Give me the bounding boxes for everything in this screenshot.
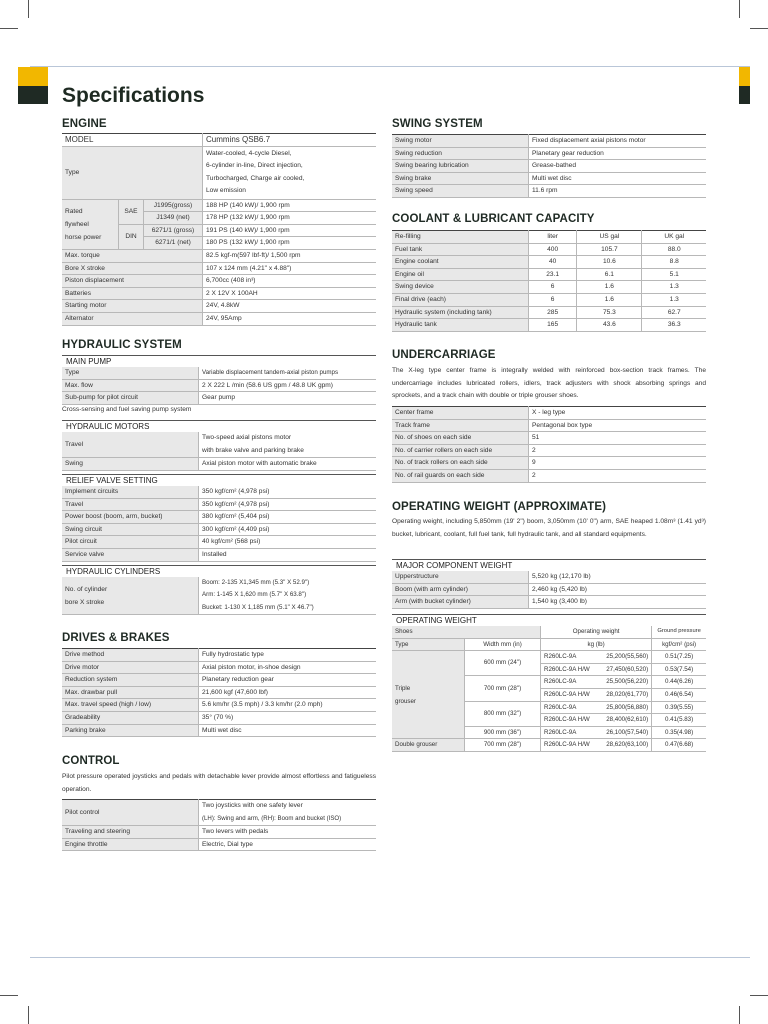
table-row <box>392 739 706 752</box>
table-row <box>392 185 706 198</box>
row-value: 21,600 kgf (47,600 lbf) <box>199 686 377 699</box>
label-line: flywheel <box>65 220 89 228</box>
label-line: grouser <box>395 697 416 705</box>
row-value: 300 kgf/cm² (4,409 psi) <box>199 523 377 536</box>
pressure-cell: 0.39(5.55) <box>652 701 706 714</box>
weight-cell: 28,400(62,610) <box>599 714 652 727</box>
row-label: Implement circuits <box>62 486 199 498</box>
label-line: horse power <box>65 233 102 241</box>
rated-hp-label <box>62 199 119 249</box>
model-cell: R260LC-9A H/W <box>541 714 600 727</box>
row-label: Batteries <box>62 287 203 300</box>
row-label: Swing <box>62 458 199 471</box>
page-title: Specifications <box>62 84 205 107</box>
coolant-heading: COOLANT & LUBRICANT CAPACITY <box>392 213 595 225</box>
power-std: J1349 (net) <box>144 212 203 225</box>
row-value: Multi wet disc <box>199 724 377 737</box>
row-label: Swing circuit <box>62 523 199 536</box>
cross-sensing-note: Cross-sensing and fuel saving pump system <box>62 406 192 413</box>
hydraulic-cylinders-table <box>62 577 376 615</box>
table-row <box>392 256 706 269</box>
row-label: No. of carrier rollers on each side <box>392 444 529 457</box>
major-component-subhead: MAJOR COMPONENT WEIGHT <box>392 559 706 573</box>
row-value: 6,700cc (408 in³) <box>203 275 377 288</box>
cell: 5.1 <box>642 268 706 281</box>
row-value: Two levers with pedals <box>199 826 377 839</box>
row-value: Grease-bathed <box>529 160 707 173</box>
power-value: 180 PS (132 kW)/ 1,900 rpm <box>203 237 377 250</box>
crop-mark <box>28 1006 29 1024</box>
double-grouser-label: Double grouser <box>392 739 465 752</box>
weight-cell: 28,020(61,770) <box>599 688 652 701</box>
row-value: Axial piston motor, in-shoe design <box>199 661 377 674</box>
power-std: J1995(gross) <box>144 199 203 212</box>
brand-block-dark <box>18 86 48 104</box>
row-label: Arm (with bucket cylinder) <box>392 596 529 609</box>
row-value: Electric, Dial type <box>199 838 377 851</box>
crop-mark <box>739 1006 740 1024</box>
crop-mark <box>0 28 18 29</box>
row-value: Pentagonal box type <box>529 419 707 432</box>
cell: 6 <box>529 293 577 306</box>
table-row <box>62 432 376 458</box>
row-label: Swing brake <box>392 172 529 185</box>
table-row <box>62 312 376 325</box>
weight-cell: 26,100(57,540) <box>599 726 652 739</box>
column-header: UK gal <box>642 231 706 244</box>
table-row <box>62 498 376 511</box>
cell: 105.7 <box>577 243 642 256</box>
pressure-cell: 0.46(6.54) <box>652 688 706 701</box>
brand-block-yellow <box>739 67 750 86</box>
table-row <box>62 661 376 674</box>
table-row <box>62 674 376 687</box>
swing-table <box>392 134 706 198</box>
type-line: Turbocharged, Charge air cooled, <box>206 174 305 182</box>
row-label: Swing reduction <box>392 147 529 160</box>
label-line: No. of cylinder <box>65 585 108 593</box>
row-label: Traveling and steering <box>62 826 199 839</box>
table-row <box>392 147 706 160</box>
crop-mark <box>739 0 740 18</box>
pressure-cell: 0.44(6.26) <box>652 676 706 689</box>
table-row <box>392 571 706 583</box>
table-row <box>392 319 706 332</box>
crop-mark <box>750 995 768 996</box>
table-row <box>392 419 706 432</box>
row-value: X - leg type <box>529 407 707 420</box>
table-row <box>62 838 376 851</box>
column-header: US gal <box>577 231 642 244</box>
column-header: Type <box>392 638 465 651</box>
row-value: 11.6 rpm <box>529 185 707 198</box>
row-label: Max. drawbar pull <box>62 686 199 699</box>
cell: 1.6 <box>577 281 642 294</box>
model-cell: R260LC-9A <box>541 676 600 689</box>
model-value: Cummins QSB6.7 <box>203 134 377 147</box>
row-label: Service valve <box>62 548 199 561</box>
weight-cell: 27,450(60,520) <box>599 663 652 676</box>
row-value: 350 kgf/cm² (4,978 psi) <box>199 498 377 511</box>
row-label: Track frame <box>392 419 529 432</box>
row-label: Drive motor <box>62 661 199 674</box>
cell: Engine coolant <box>392 256 529 269</box>
bottom-rule <box>30 957 750 958</box>
row-value <box>199 800 377 826</box>
label-line: bore X stroke <box>65 598 105 606</box>
row-value <box>199 432 377 458</box>
cell: 62.7 <box>642 306 706 319</box>
cell: 6.1 <box>577 268 642 281</box>
row-label: Swing speed <box>392 185 529 198</box>
row-label: Travel <box>62 498 199 511</box>
row-label: Power boost (boom, arm, bucket) <box>62 511 199 524</box>
row-label: Engine throttle <box>62 838 199 851</box>
table-row <box>62 536 376 549</box>
operating-weight-subhead: OPERATING WEIGHT <box>392 614 706 628</box>
row-label: Piston displacement <box>62 275 203 288</box>
cell: 40 <box>529 256 577 269</box>
crop-mark <box>750 28 768 29</box>
shoe-width: 700 mm (28") <box>465 676 541 701</box>
power-std: 6271/1 (gross) <box>144 224 203 237</box>
row-label: Gradeability <box>62 711 199 724</box>
table-row <box>62 146 376 199</box>
row-value: 107 x 124 mm (4.21" x 4.88") <box>203 262 377 275</box>
cell: 75.3 <box>577 306 642 319</box>
cell: 1.3 <box>642 281 706 294</box>
operating-weight-heading: OPERATING WEIGHT (APPROXIMATE) <box>392 501 607 513</box>
value-line: Arm: 1-145 X 1,620 mm (5.7" X 63.8") <box>202 591 307 599</box>
table-row <box>392 432 706 445</box>
hydraulic-heading: HYDRAULIC SYSTEM <box>62 339 182 351</box>
undercarriage-table <box>392 406 706 483</box>
label-line: Rated <box>65 207 83 215</box>
row-value: 24V, 95Amp <box>203 312 377 325</box>
cell: 43.6 <box>577 319 642 332</box>
row-label: No. of track rollers on each side <box>392 457 529 470</box>
pressure-cell: 0.35(4.98) <box>652 726 706 739</box>
power-value: 178 HP (132 kW)/ 1,900 rpm <box>203 212 377 225</box>
sae-label: SAE <box>119 199 144 224</box>
operating-weight-description: Operating weight, including 5,850mm (19' 2") boom, 3,050mm (10' 0") arm, SAE heaped 1.08m³ (1.41 yd³) bucket, lubricant, coolant, full fuel tank, full hydraulic tank, and all standard equipments. <box>392 518 706 538</box>
row-value: Installed <box>199 548 377 561</box>
row-label: Max. flow <box>62 379 199 392</box>
weight-cell: 25,500(56,220) <box>599 676 652 689</box>
model-cell: R260LC-9A <box>541 726 600 739</box>
table-row <box>62 523 376 536</box>
main-pump-subhead: MAIN PUMP <box>62 355 376 369</box>
cell: 23.1 <box>529 268 577 281</box>
column-header: Width mm (in) <box>465 638 541 651</box>
row-value: 2 X 12V X 100AH <box>203 287 377 300</box>
control-table <box>62 799 376 851</box>
table-row <box>392 457 706 470</box>
table-row <box>62 134 376 147</box>
row-value: Multi wet disc <box>529 172 707 185</box>
column-header: Re-filling <box>392 231 529 244</box>
model-cell: R260LC-9A <box>541 701 600 714</box>
type-line: Water-cooled, 4-cycle Diesel, <box>206 149 292 157</box>
row-label: Parking brake <box>62 724 199 737</box>
row-label: Pilot control <box>62 800 199 826</box>
brand-block-dark <box>739 86 750 104</box>
value-line: Two-speed axial pistons motor <box>202 434 292 441</box>
column-header: Shoes <box>392 626 541 638</box>
table-row <box>62 287 376 300</box>
table-row <box>392 281 706 294</box>
table-row <box>62 199 376 212</box>
row-value: 5.6 km/hr (3.5 mph) / 3.3 km/hr (2.0 mph) <box>199 699 377 712</box>
cell: 88.0 <box>642 243 706 256</box>
row-value: 9 <box>529 457 707 470</box>
row-value: Variable displacement tandem-axial piston pumps <box>199 367 377 379</box>
table-row <box>392 583 706 596</box>
power-value: 191 PS (140 kW)/ 1,900 rpm <box>203 224 377 237</box>
table-row <box>392 469 706 482</box>
table-row <box>62 711 376 724</box>
table-row <box>392 243 706 256</box>
operating-weight-table <box>392 626 706 752</box>
cell: Fuel tank <box>392 243 529 256</box>
triple-grouser-label <box>392 651 465 739</box>
model-cell: R260LC-9A <box>541 651 600 664</box>
table-row <box>62 275 376 288</box>
row-value: 5,520 kg (12,170 lb) <box>529 571 707 583</box>
type-value <box>203 146 377 199</box>
shoe-width: 900 mm (36") <box>465 726 541 739</box>
coolant-table <box>392 230 706 332</box>
row-label: Alternator <box>62 312 203 325</box>
table-row <box>62 699 376 712</box>
row-label: No. of rail guards on each side <box>392 469 529 482</box>
weight-cell: 25,800(56,880) <box>599 701 652 714</box>
table-row <box>62 577 376 615</box>
table-row <box>392 293 706 306</box>
row-value: 350 kgf/cm² (4,978 psi) <box>199 486 377 498</box>
row-label: Type <box>62 367 199 379</box>
drives-heading: DRIVES & BRAKES <box>62 632 170 644</box>
table-row <box>392 444 706 457</box>
row-label: No. of shoes on each side <box>392 432 529 445</box>
table-row <box>62 511 376 524</box>
row-value: Planetary gear reduction <box>529 147 707 160</box>
pressure-cell: 0.51(7.25) <box>652 651 706 664</box>
relief-valve-table <box>62 486 376 562</box>
model-cell: R260LC-9A H/W <box>541 739 600 752</box>
row-label: Bore X stroke <box>62 262 203 275</box>
cell: Final drive (each) <box>392 293 529 306</box>
table-row <box>392 651 706 664</box>
table-header-row <box>392 231 706 244</box>
value-line: with brake valve and parking brake <box>202 446 304 454</box>
cell: 285 <box>529 306 577 319</box>
table-row <box>62 800 376 826</box>
crop-mark <box>28 0 29 18</box>
table-row <box>62 300 376 313</box>
table-row <box>62 486 376 498</box>
cell: 165 <box>529 319 577 332</box>
type-line: Low emission <box>206 187 246 195</box>
undercarriage-heading: UNDERCARRIAGE <box>392 349 496 361</box>
row-label: Reduction system <box>62 674 199 687</box>
table-row <box>392 306 706 319</box>
shoe-width: 600 mm (24") <box>465 651 541 676</box>
row-value: 2 X 222 L /min (58.6 US gpm / 48.8 UK gpm) <box>199 379 377 392</box>
undercarriage-description: The X-leg type center frame is integrally welded with reinforced box-section track frames. The undercarriage includes lubricated rollers, idlers, track adjusters with shock absorbing springs and sprockets, and a track chain with double or triple grouser shoes. <box>392 367 706 400</box>
row-label: Drive method <box>62 649 199 662</box>
row-label: Boom (with arm cylinder) <box>392 583 529 596</box>
row-value: 2 <box>529 444 707 457</box>
cell: Engine oil <box>392 268 529 281</box>
row-value: 35° (70 %) <box>199 711 377 724</box>
hydraulic-motors-subhead: HYDRAULIC MOTORS <box>62 420 376 434</box>
row-label: Travel <box>62 432 199 458</box>
cell: 1.3 <box>642 293 706 306</box>
value-line: Bucket: 1-130 X 1,185 mm (5.1" X 46.7") <box>202 603 314 611</box>
model-cell: R260LC-9A H/W <box>541 663 600 676</box>
label-line: Triple <box>395 684 411 692</box>
row-value: Gear pump <box>199 392 377 405</box>
power-std: 6271/1 (net) <box>144 237 203 250</box>
brand-block-yellow <box>18 67 48 86</box>
model-cell: R260LC-9A H/W <box>541 688 600 701</box>
table-row <box>62 379 376 392</box>
row-label: Max. torque <box>62 249 203 262</box>
row-value <box>199 577 377 615</box>
pressure-cell: 0.47(6.68) <box>652 739 706 752</box>
pressure-cell: 0.41(5.83) <box>652 714 706 727</box>
weight-cell: 28,620(63,100) <box>599 739 652 752</box>
row-value: Fixed displacement axial pistons motor <box>529 135 707 148</box>
table-row <box>62 826 376 839</box>
engine-table <box>62 133 376 326</box>
table-row <box>392 135 706 148</box>
table-row <box>392 268 706 281</box>
table-row <box>62 686 376 699</box>
row-label: Pilot circuit <box>62 536 199 549</box>
row-value: Axial piston motor with automatic brake <box>199 458 377 471</box>
din-label: DIN <box>119 224 144 249</box>
cell: Swing device <box>392 281 529 294</box>
hydraulic-cylinders-subhead: HYDRAULIC CYLINDERS <box>62 565 376 579</box>
table-row <box>62 724 376 737</box>
pressure-cell: 0.53(7.54) <box>652 663 706 676</box>
top-rule <box>30 66 750 67</box>
cell: 36.3 <box>642 319 706 332</box>
value-line: (LH): Swing and arm, (RH): Boom and bucket (ISO) <box>202 814 342 822</box>
table-row <box>392 160 706 173</box>
value-line: Boom: 2-135 X1,345 mm (5.3" X 52.9") <box>202 579 310 586</box>
row-value: 24V, 4.8kW <box>203 300 377 313</box>
column-header: Ground pressure <box>652 626 706 638</box>
type-line: 6-cylinder in-line, Direct injection, <box>206 162 303 170</box>
row-label: Swing bearing lubrication <box>392 160 529 173</box>
column-header: kg (lb) <box>541 638 652 651</box>
row-value: 82.5 kgf-m(597 lbf-ft)/ 1,500 rpm <box>203 249 377 262</box>
table-row <box>62 392 376 405</box>
column-header: Operating weight <box>541 626 652 638</box>
cell: 400 <box>529 243 577 256</box>
type-label: Type <box>62 146 203 199</box>
table-row <box>62 262 376 275</box>
drives-table <box>62 648 376 737</box>
table-row <box>62 367 376 379</box>
row-value: Planetary reduction gear <box>199 674 377 687</box>
row-label: Upperstructure <box>392 571 529 583</box>
row-value: 51 <box>529 432 707 445</box>
engine-heading: ENGINE <box>62 118 107 130</box>
row-label: Swing motor <box>392 135 529 148</box>
table-header-row <box>392 626 706 638</box>
row-label: Starting motor <box>62 300 203 313</box>
cell: Hydraulic system (including tank) <box>392 306 529 319</box>
major-component-table <box>392 571 706 609</box>
table-row <box>62 548 376 561</box>
row-value: 1,540 kg (3,400 lb) <box>529 596 707 609</box>
hydraulic-motors-table <box>62 432 376 471</box>
column-header: kgf/cm² (psi) <box>652 638 706 651</box>
table-row <box>392 596 706 609</box>
row-value: 380 kgf/cm² (5,404 psi) <box>199 511 377 524</box>
power-value: 188 HP (140 kW)/ 1,900 rpm <box>203 199 377 212</box>
table-row <box>392 172 706 185</box>
row-value: 2 <box>529 469 707 482</box>
row-label: Max. travel speed (high / low) <box>62 699 199 712</box>
row-value: 40 kgf/cm² (568 psi) <box>199 536 377 549</box>
table-row <box>392 407 706 420</box>
main-pump-table <box>62 367 376 405</box>
shoe-width: 800 mm (32") <box>465 701 541 726</box>
value-line: Two joysticks with one safety lever <box>202 802 303 809</box>
cell: 8.8 <box>642 256 706 269</box>
cell: 10.6 <box>577 256 642 269</box>
row-value: Fully hydrostatic type <box>199 649 377 662</box>
table-row <box>62 649 376 662</box>
model-label: MODEL <box>62 134 203 147</box>
cell: Hydraulic tank <box>392 319 529 332</box>
table-row <box>62 249 376 262</box>
weight-cell: 25,200(55,560) <box>599 651 652 664</box>
shoe-width: 700 mm (28") <box>465 739 541 752</box>
table-header-row <box>392 638 706 651</box>
row-value: 2,460 kg (5,420 lb) <box>529 583 707 596</box>
column-header: liter <box>529 231 577 244</box>
relief-valve-subhead: RELIEF VALVE SETTING <box>62 474 376 488</box>
row-label <box>62 577 199 615</box>
crop-mark <box>0 995 18 996</box>
control-heading: CONTROL <box>62 755 120 767</box>
row-label: Sub-pump for pilot circuit <box>62 392 199 405</box>
table-row <box>62 458 376 471</box>
control-description: Pilot pressure operated joysticks and pedals with detachable lever provide almost effortless and fatigueless operation. <box>62 773 376 793</box>
swing-heading: SWING SYSTEM <box>392 118 483 130</box>
cell: 1.6 <box>577 293 642 306</box>
row-label: Center frame <box>392 407 529 420</box>
cell: 6 <box>529 281 577 294</box>
